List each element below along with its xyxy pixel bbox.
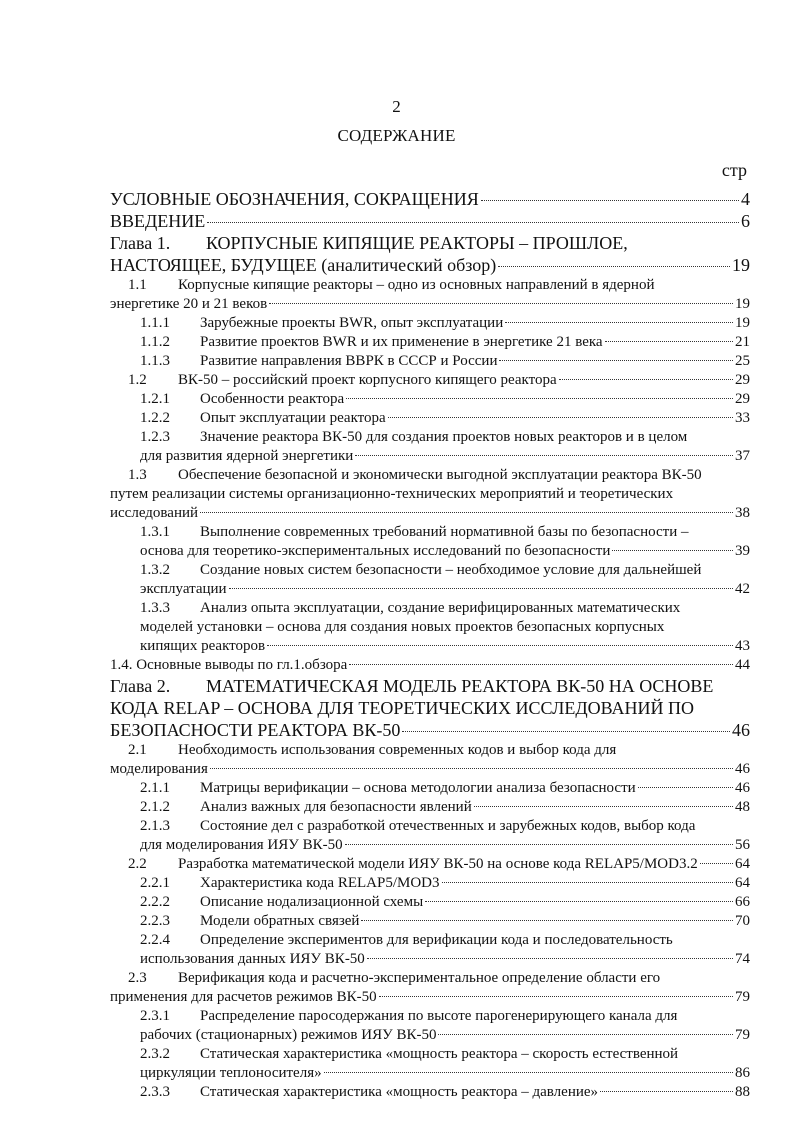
- toc-entry-page: 33: [735, 410, 750, 426]
- toc-entry-text: Определение экспериментов для верификации кода и последовательность: [200, 932, 673, 948]
- toc-entry: [110, 893, 750, 912]
- toc-entry-page: 21: [735, 334, 750, 350]
- toc-entry-text: УСЛОВНЫЕ ОБОЗНАЧЕНИЯ, СОКРАЩЕНИЯ: [110, 189, 479, 209]
- toc-entry-text: КОРПУСНЫЕ КИПЯЩИЕ РЕАКТОРЫ – ПРОШЛОЕ,: [206, 233, 628, 253]
- toc-chapter: [110, 675, 750, 741]
- toc-entry: [110, 428, 750, 466]
- toc-entry-page: 46: [732, 720, 750, 740]
- toc-entry-text: кипящих реакторов: [140, 638, 266, 654]
- toc-entry-number: 2.1: [128, 742, 147, 758]
- toc-entry-page: 66: [735, 894, 750, 910]
- toc-entry-number: 1.3.1: [140, 524, 170, 540]
- toc-entry-text: моделирования: [110, 761, 208, 777]
- toc-entry-text: рабочих (стационарных) режимов ИЯУ ВК-50: [140, 1027, 437, 1043]
- toc-entry-text: Статическая характеристика «мощность реактора – скорость естественной: [200, 1046, 679, 1062]
- toc-entry-number: 2.1.3: [140, 818, 170, 834]
- toc-entry-page: 38: [735, 505, 750, 521]
- toc-entry-page: 70: [735, 913, 750, 929]
- toc-entry: [110, 656, 750, 675]
- toc-entry-page: 46: [735, 780, 750, 796]
- toc-entry-page: 48: [735, 799, 750, 815]
- toc-entry-text: НАСТОЯЩЕЕ, БУДУЩЕЕ (аналитический обзор): [110, 255, 497, 275]
- toc-entry-text: БЕЗОПАСНОСТИ РЕАКТОРА ВК-50: [110, 720, 401, 740]
- toc-entry-page: 56: [735, 837, 750, 853]
- page-title: СОДЕРЖАНИЕ: [337, 126, 456, 145]
- toc-entry-text: циркуляции теплоносителя»: [140, 1065, 322, 1081]
- toc-entry-page: 79: [735, 1027, 750, 1043]
- toc-entry-page: 43: [735, 638, 750, 654]
- toc-entry-text: Анализ важных для безопасности явлений: [200, 799, 472, 815]
- page-number: 2: [392, 97, 401, 116]
- toc-entry-text: Опыт эксплуатации реактора: [200, 410, 386, 426]
- toc-entry-page: 86: [735, 1065, 750, 1081]
- toc-entry-page: 64: [735, 875, 750, 891]
- toc-entry-text: Зарубежные проекты BWR, опыт эксплуатации: [200, 315, 504, 331]
- toc-entry-number: 2.2.4: [140, 932, 170, 948]
- toc-entry: [110, 561, 750, 599]
- toc-entry: [110, 210, 750, 232]
- toc-entry-page: 4: [741, 189, 750, 209]
- toc-entry: [110, 969, 750, 1007]
- toc-entry: [110, 1045, 750, 1083]
- toc-entry: [110, 741, 750, 779]
- toc-entry-text: для развития ядерной энергетики: [140, 448, 354, 464]
- toc-entry-page: 29: [735, 391, 750, 407]
- toc-entry: [110, 333, 750, 352]
- toc-entry: [110, 912, 750, 931]
- toc-entry-page: 6: [741, 211, 750, 231]
- toc-entry-page: 19: [735, 315, 750, 331]
- page-column-label: стр: [721, 160, 747, 180]
- toc-entry-page: 46: [735, 761, 750, 777]
- toc-entry-text: Значение реактора ВК-50 для создания проектов новых реакторов и в целом: [200, 429, 688, 445]
- toc-entry: [110, 1007, 750, 1045]
- toc-entry-page: 42: [735, 581, 750, 597]
- toc-entry-text: 1.4. Основные выводы по гл.1.обзора: [110, 657, 348, 673]
- table-of-contents: [110, 188, 750, 1102]
- toc-entry: [110, 817, 750, 855]
- toc-entry-number: 2.3.1: [140, 1008, 170, 1024]
- toc-entry-text: КОДА RELAP – ОСНОВА ДЛЯ ТЕОРЕТИЧЕСКИХ ИССЛЕДОВАНИЙ ПО: [110, 698, 694, 718]
- toc-entry-number: 1.3.2: [140, 562, 170, 578]
- toc-entry-number: 2.1.2: [140, 799, 170, 815]
- toc-entry-number: 1.2.2: [140, 410, 170, 426]
- toc-entry-number: 1.1: [128, 277, 147, 293]
- toc-entry: [110, 779, 750, 798]
- toc-entry-number: 1.2.3: [140, 429, 170, 445]
- toc-entry-text: Состояние дел с разработкой отечественных и зарубежных кодов, выбор кода: [200, 818, 696, 834]
- toc-entry-number: 1.3.3: [140, 600, 170, 616]
- toc-entry-text: путем реализации системы организационно-технических мероприятий и теоретических: [110, 486, 674, 502]
- toc-entry-page: 88: [735, 1084, 750, 1100]
- toc-entry: [110, 798, 750, 817]
- toc-entry: [110, 276, 750, 314]
- toc-entry-number: Глава 2.: [110, 676, 171, 696]
- toc-entry-number: 2.2.3: [140, 913, 170, 929]
- toc-entry-number: 2.2.1: [140, 875, 170, 891]
- toc-entry-text: МАТЕМАТИЧЕСКАЯ МОДЕЛЬ РЕАКТОРА ВК-50 НА ОСНОВЕ: [206, 676, 714, 696]
- toc-entry-number: 1.2: [128, 372, 147, 388]
- toc-entry-text: Разработка математической модели ИЯУ ВК-50 на основе кода RELAP5/MOD3.2: [178, 856, 698, 872]
- toc-entry-number: 2.3.3: [140, 1084, 170, 1100]
- toc-entry-number: 1.3: [128, 467, 147, 483]
- toc-entry-number: 1.1.3: [140, 353, 170, 369]
- toc-entry-text: Особенности реактора: [200, 391, 345, 407]
- toc-entry-text: Характеристика кода RELAP5/MOD3: [200, 875, 440, 891]
- toc-entry-text: Развитие проектов BWR и их применение в энергетике 21 века: [200, 334, 603, 350]
- toc-entry-page: 64: [735, 856, 750, 872]
- toc-entry-text: ВВЕДЕНИЕ: [110, 211, 206, 231]
- toc-entry-text: Корпусные кипящие реакторы – одно из основных направлений в ядерной: [178, 277, 655, 293]
- toc-entry-text: Создание новых систем безопасности – необходимое условие для дальнейшей: [200, 562, 702, 578]
- toc-entry-text: Распределение паросодержания по высоте парогенерирующего канала для: [200, 1008, 678, 1024]
- toc-entry-text: Статическая характеристика «мощность реактора – давление»: [200, 1084, 599, 1100]
- toc-entry-number: 2.3: [128, 970, 147, 986]
- toc-entry: [110, 188, 750, 210]
- toc-entry-page: 29: [735, 372, 750, 388]
- toc-entry-text: Модели обратных связей: [200, 913, 360, 929]
- toc-entry-text: энергетике 20 и 21 веков: [110, 296, 268, 312]
- toc-entry-number: 2.1.1: [140, 780, 170, 796]
- toc-entry-number: 1.1.1: [140, 315, 170, 331]
- toc-entry: [110, 352, 750, 371]
- toc-entry-page: 74: [735, 951, 750, 967]
- toc-entry: [110, 1083, 750, 1102]
- toc-entry-number: Глава 1.: [110, 233, 171, 253]
- toc-entry-number: 2.2.2: [140, 894, 170, 910]
- toc-entry: [110, 390, 750, 409]
- toc-entry-page: 44: [735, 657, 750, 673]
- toc-entry-number: 1.1.2: [140, 334, 170, 350]
- toc-entry-text: Анализ опыта эксплуатации, создание верифицированных математических: [200, 600, 681, 616]
- toc-entry-text: Необходимость использования современных кодов и выбор кода для: [178, 742, 617, 758]
- toc-entry-text: эксплуатации: [140, 581, 227, 597]
- toc-entry: [110, 855, 750, 874]
- toc-entry-text: Матрицы верификации – основа методологии анализа безопасности: [200, 780, 636, 796]
- toc-entry: [110, 523, 750, 561]
- toc-entry: [110, 874, 750, 893]
- toc-entry-text: Развитие направления ВВРК в СССР и России: [200, 353, 498, 369]
- toc-entry-number: 1.2.1: [140, 391, 170, 407]
- toc-entry-page: 19: [732, 255, 750, 275]
- toc-entry: [110, 466, 750, 523]
- toc-entry-text: Выполнение современных требований нормативной базы по безопасности –: [200, 524, 689, 540]
- toc-entry: [110, 409, 750, 428]
- toc-entry-text: ВК-50 – российский проект корпусного кипящего реактора: [178, 372, 557, 388]
- toc-entry-text: основа для теоретико-экспериментальных исследований по безопасности: [140, 543, 611, 559]
- toc-entry-page: 79: [735, 989, 750, 1005]
- toc-entry-text: для моделирования ИЯУ ВК-50: [140, 837, 343, 853]
- toc-entry: [110, 931, 750, 969]
- toc-entry: [110, 599, 750, 656]
- toc-entry-number: 2.3.2: [140, 1046, 170, 1062]
- toc-entry-text: использования данных ИЯУ ВК-50: [140, 951, 365, 967]
- toc-entry: [110, 314, 750, 333]
- toc-entry-text: Описание нодализационной схемы: [200, 894, 424, 910]
- toc-entry-text: Обеспечение безопасной и экономически выгодной эксплуатации реактора ВК-50: [178, 467, 702, 483]
- toc-entry-page: 39: [735, 543, 750, 559]
- toc-entry: [110, 371, 750, 390]
- toc-entry-page: 25: [735, 353, 750, 369]
- toc-entry-page: 37: [735, 448, 750, 464]
- toc-entry-text: исследований: [110, 505, 199, 521]
- toc-entry-number: 2.2: [128, 856, 147, 872]
- toc-entry-text: моделей установки – основа для создания новых проектов безопасных корпусных: [140, 619, 665, 635]
- toc-entry-text: применения для расчетов режимов ВК-50: [110, 989, 377, 1005]
- toc-chapter: [110, 232, 750, 276]
- toc-entry-page: 19: [735, 296, 750, 312]
- toc-entry-text: Верификация кода и расчетно-экспериментальное определение области его: [178, 970, 661, 986]
